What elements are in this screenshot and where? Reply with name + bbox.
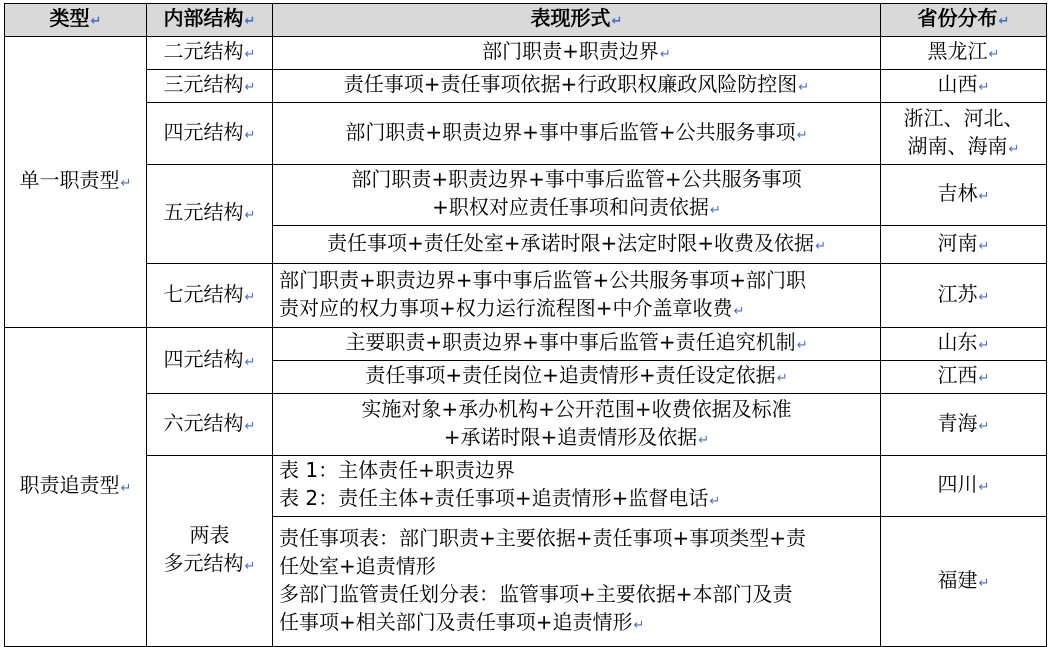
form-cell [273, 394, 881, 456]
form-cell-text: 部门职责+职责边界+事中事后监管+公共服务事项+部门职 [279, 267, 807, 292]
structure-cell [147, 394, 273, 456]
form-cell-text: 任事项+相关部门及责任事项+追责情形↵ [279, 609, 645, 634]
form-cell [273, 456, 881, 517]
return-mark-icon: ↵ [120, 176, 132, 191]
return-mark-icon: ↵ [244, 208, 256, 223]
province-cell-text: 河南↵ [937, 230, 990, 255]
structure-cell-text: 六元结构↵ [163, 410, 256, 435]
province-cell-text: 湖南、海南↵ [907, 133, 1020, 158]
form-cell [273, 226, 881, 264]
form-cell-text: +承诺时限+追责情形及依据↵ [443, 424, 710, 449]
form-cell [273, 264, 881, 328]
header-structure: 内部结构↵ [147, 4, 273, 37]
structure-cell [147, 103, 273, 165]
form-cell [273, 517, 881, 647]
form-cell-text: 表 2：责任主体+责任事项+追责情形+监督电话↵ [279, 486, 721, 510]
form-cell-text: 主要职责+职责边界+事中事后监管+责任追究机制↵ [345, 330, 808, 354]
return-mark-icon: ↵ [988, 47, 1000, 62]
return-mark-icon: ↵ [796, 127, 808, 143]
province-cell [881, 70, 1047, 103]
province-cell [881, 394, 1047, 456]
province-cell-text: 山东↵ [937, 330, 990, 354]
province-cell [881, 37, 1047, 70]
return-mark-icon: ↵ [978, 371, 990, 386]
type-cell-text: 职责追责型↵ [19, 473, 132, 497]
return-mark-icon: ↵ [978, 480, 990, 495]
form-cell-text: 多部门监管责任划分表：监管事项+主要依据+本部门及责 [279, 581, 793, 606]
form-cell-text: 责任事项表：部门职责+主要依据+责任事项+事项类型+责 [279, 525, 807, 550]
structure-cell-text: 五元结构↵ [163, 200, 256, 224]
form-cell [273, 70, 881, 103]
province-cell [881, 328, 1047, 361]
form-cell-text: 责任事项+责任岗位+追责情形+责任设定依据↵ [365, 363, 788, 387]
type-cell [5, 328, 147, 647]
province-cell [881, 361, 1047, 394]
form-cell-text: 实施对象+承办机构+公开范围+收费依据及标准 [361, 396, 792, 421]
return-mark-icon: ↵ [244, 289, 256, 305]
return-mark-icon: ↵ [244, 47, 256, 62]
structure-cell-text: 两表 [189, 523, 230, 547]
structure-cell [147, 456, 273, 647]
province-cell-text: 吉林↵ [937, 181, 990, 205]
form-cell-text: 责任事项+责任事项依据+行政职权廉政风险防控图↵ [343, 72, 810, 96]
form-cell-text: 责任事项+责任处室+承诺时限+法定时限+收费及依据↵ [327, 230, 826, 255]
province-cell [881, 517, 1047, 647]
structure-cell [147, 70, 273, 103]
type-cell [5, 37, 147, 328]
province-cell-text: 江苏↵ [937, 281, 990, 306]
return-mark-icon: ↵ [978, 575, 990, 591]
table-row [5, 70, 1047, 103]
province-cell-text: 浙江、河北、 [903, 105, 1024, 130]
return-mark-icon: ↵ [244, 127, 256, 143]
structure-cell-text: 四元结构↵ [163, 346, 256, 371]
province-cell-text: 山西↵ [937, 72, 990, 96]
structure-cell-text: 三元结构↵ [163, 72, 256, 96]
province-cell-text: 福建↵ [937, 567, 990, 592]
province-cell [881, 456, 1047, 517]
province-cell [881, 165, 1047, 226]
return-mark-icon: ↵ [978, 189, 990, 204]
return-mark-icon: ↵ [798, 80, 810, 95]
return-mark-icon: ↵ [1008, 141, 1020, 157]
table-row [5, 394, 1047, 456]
return-mark-icon: ↵ [733, 303, 745, 319]
structure-cell-text: 四元结构↵ [163, 119, 256, 144]
return-mark-icon: ↵ [698, 432, 710, 448]
return-mark-icon: ↵ [244, 418, 256, 434]
province-cell-text: 黑龙江↵ [927, 39, 1000, 63]
form-cell-text: 表 1：主体责任+职责边界 [279, 458, 515, 482]
structure-cell-text: 七元结构↵ [163, 281, 256, 306]
province-cell [881, 103, 1047, 165]
form-cell [273, 103, 881, 165]
return-mark-icon: ↵ [709, 203, 721, 218]
header-form: 表现形式↵ [273, 4, 881, 37]
return-mark-icon: ↵ [978, 80, 990, 95]
return-mark-icon: ↵ [659, 47, 671, 62]
province-cell-text: 四川↵ [937, 472, 990, 496]
structure-cell-text: 多元结构↵ [163, 551, 256, 575]
return-mark-icon: ↵ [796, 338, 808, 353]
header-type: 类型↵ [5, 4, 147, 37]
table-row [5, 165, 1047, 226]
table-row [5, 37, 1047, 70]
form-cell-text: 任处室+追责情形 [279, 553, 436, 578]
structure-cell [147, 264, 273, 328]
return-mark-icon: ↵ [978, 238, 990, 254]
form-cell [273, 37, 881, 70]
type-cell-text: 单一职责型↵ [19, 168, 132, 192]
return-mark-icon: ↵ [244, 80, 256, 95]
table-row [5, 328, 1047, 361]
structure-cell [147, 165, 273, 264]
return-mark-icon: ↵ [815, 238, 826, 254]
return-mark-icon: ↵ [978, 338, 990, 353]
form-cell-text: +职权对应责任事项和问责依据↵ [432, 195, 721, 219]
header-row [5, 4, 1047, 37]
return-mark-icon: ↵ [709, 494, 721, 509]
return-mark-icon: ↵ [978, 418, 990, 434]
return-mark-icon: ↵ [120, 481, 132, 496]
form-cell-text: 部门职责+职责边界↵ [482, 39, 671, 63]
form-cell-text: 部门职责+职责边界+事中事后监管+公共服务事项 [351, 167, 802, 191]
form-cell-text: 责对应的权力事项+权力运行流程图+中介盖章收费↵ [279, 295, 745, 320]
return-mark-icon: ↵ [978, 289, 990, 305]
province-cell [881, 264, 1047, 328]
return-mark-icon: ↵ [244, 559, 256, 574]
structure-cell [147, 328, 273, 394]
return-mark-icon: ↵ [244, 354, 256, 370]
province-cell [881, 226, 1047, 264]
province-cell-text: 青海↵ [937, 410, 990, 435]
table-row [5, 103, 1047, 165]
return-mark-icon: ↵ [776, 371, 788, 386]
province-structure-table [4, 3, 1047, 647]
return-mark-icon: ↵ [633, 617, 645, 633]
form-cell-text: 部门职责+职责边界+事中事后监管+公共服务事项↵ [345, 119, 808, 144]
structure-cell [147, 37, 273, 70]
form-cell [273, 361, 881, 394]
table-row [5, 456, 1047, 517]
structure-cell-text: 二元结构↵ [163, 39, 256, 63]
form-cell [273, 165, 881, 226]
province-cell-text: 江西↵ [937, 363, 990, 387]
table-row [5, 264, 1047, 328]
form-cell [273, 328, 881, 361]
header-province: 省份分布↵ [881, 4, 1047, 37]
